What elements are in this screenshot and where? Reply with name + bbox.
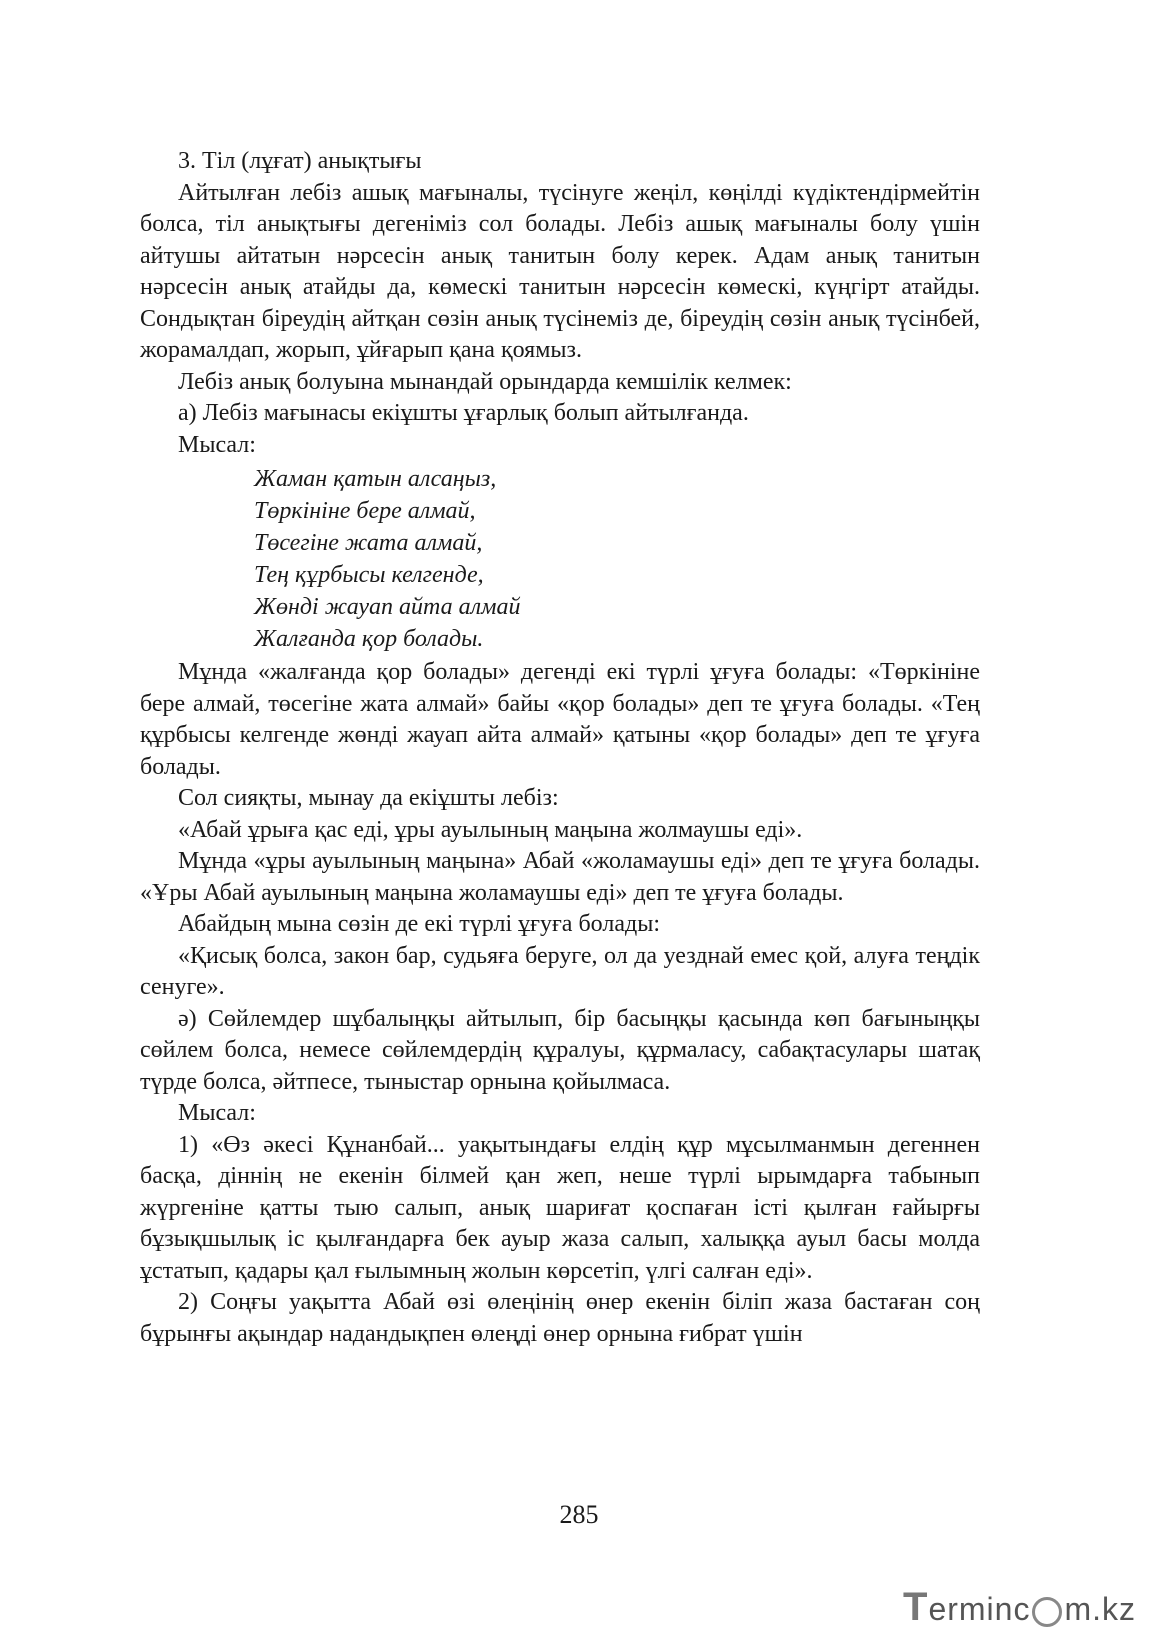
example-label: Мысал: — [178, 1100, 256, 1126]
paragraph: а) Лебіз мағынасы екіұшты ұғарлық болып айтылғанда. — [178, 400, 749, 426]
paragraph: Лебіз анық болуына мынандай орындарда кемшілік келмек: — [178, 368, 792, 395]
page-body — [140, 146, 980, 1350]
paragraph: Мұнда «жалғанда қор болады» дегенді екі түрлі ұғуға болады: «Төркініне бере алмай, төсегіне жата алмай» байы «қор болады» деп те ұғуға болады. «Тең құрбысы келгенде жөнді жауап айта алмай» қатыны «қор болады» деп те ұғуға болады. — [140, 659, 980, 780]
watermark-text: erminc — [928, 1591, 1031, 1627]
example-label: Мысал: — [178, 431, 256, 458]
poem-line: Төсегіне жата алмай, — [254, 530, 483, 556]
watermark-letter: T — [903, 1585, 929, 1629]
paragraph: Айтылған лебіз ашық мағыналы, түсінуге жеңіл, көңілді күдіктендірмейтін болса, тіл анықтығы дегеніміз сол болады. Лебіз ашық мағыналы болу үшін айтушы айтатын нәрсесін анық танитын болу керек. Адам анық танитын нәрсесін анық атайды да, көмескі танитын нәрсесін көмескі, күңгірт атайды. Сондықтан біреудің айтқан сөзін анық түсінеміз де, біреудің сөзін анық түсінбей, жорамалдап, жорып, ұйғарып қана қоямыз. — [140, 179, 980, 363]
site-watermark-logo — [903, 1585, 1136, 1629]
watermark-text-end: m.kz — [1064, 1591, 1136, 1627]
quote: «Қисық болса, закон бар, судьяға беруге, ол да уезднай емес қой, алуға теңдік сенуге». — [140, 942, 980, 1000]
poem-line: Тең құрбысы келгенде, — [254, 562, 484, 588]
paragraph: Абайдың мына сөзін де екі түрлі ұғуға болады: — [178, 911, 660, 937]
poem-line: Жөнді жауап айта алмай — [254, 594, 521, 620]
paragraph: 2) Соңғы уақытта Абай өзі өлеңінің өнер екенін біліп жаза бастаған соң бұрынғы ақындар надандықпен өлеңді өнер орнына ғибрат үшін — [140, 1289, 980, 1347]
page-number: 285 — [559, 1500, 599, 1529]
poem-line: Жалғанда қор болады. — [254, 626, 484, 652]
globe-icon — [1032, 1597, 1062, 1627]
paragraph: Мұнда «ұры ауылының маңына» Абай «жоламаушы еді» деп те ұғуға болады. «Ұры Абай ауылының маңына жоламаушы еді» деп те ұғуға болады. — [140, 848, 980, 906]
section-heading: 3. Тіл (лұғат) анықтығы — [178, 148, 422, 174]
poem-block — [254, 463, 980, 655]
quote: «Абай ұрыға қас еді, ұры ауылының маңына жолмаушы еді». — [178, 816, 803, 843]
paragraph: ә) Сөйлемдер шұбалыңқы айтылып, бір басыңқы қасында көп бағыныңқы сөйлем болса, немесе сөйлемдердің құралуы, құрмаласу, сабақтасулары шатақ түрде болса, әйтпесе, тыныстар орнына қойылмаса. — [140, 1005, 980, 1095]
poem-line: Жаман қатын алсаңыз, — [254, 466, 497, 492]
poem-line: Төркініне бере алмай, — [254, 498, 476, 524]
paragraph: Сол сияқты, мынау да екіұшты лебіз: — [178, 785, 559, 811]
paragraph: 1) «Өз әкесі Құнанбай... уақытындағы елдің құр мұсылманмын дегеннен басқа, діннің не екенін білмей қан жеп, неше түрлі ырымдарға табынып жүргеніне қатты тыю салып, анық шариғат қоспаған істі қылған ғайырғы бұзықшылық іс қылғандарға бек ауыр жаза салып, халыққа ауыл басы молда ұстатып, қадары қал ғылымның жолын көрсетіп, үлгі салған еді». — [140, 1131, 980, 1284]
